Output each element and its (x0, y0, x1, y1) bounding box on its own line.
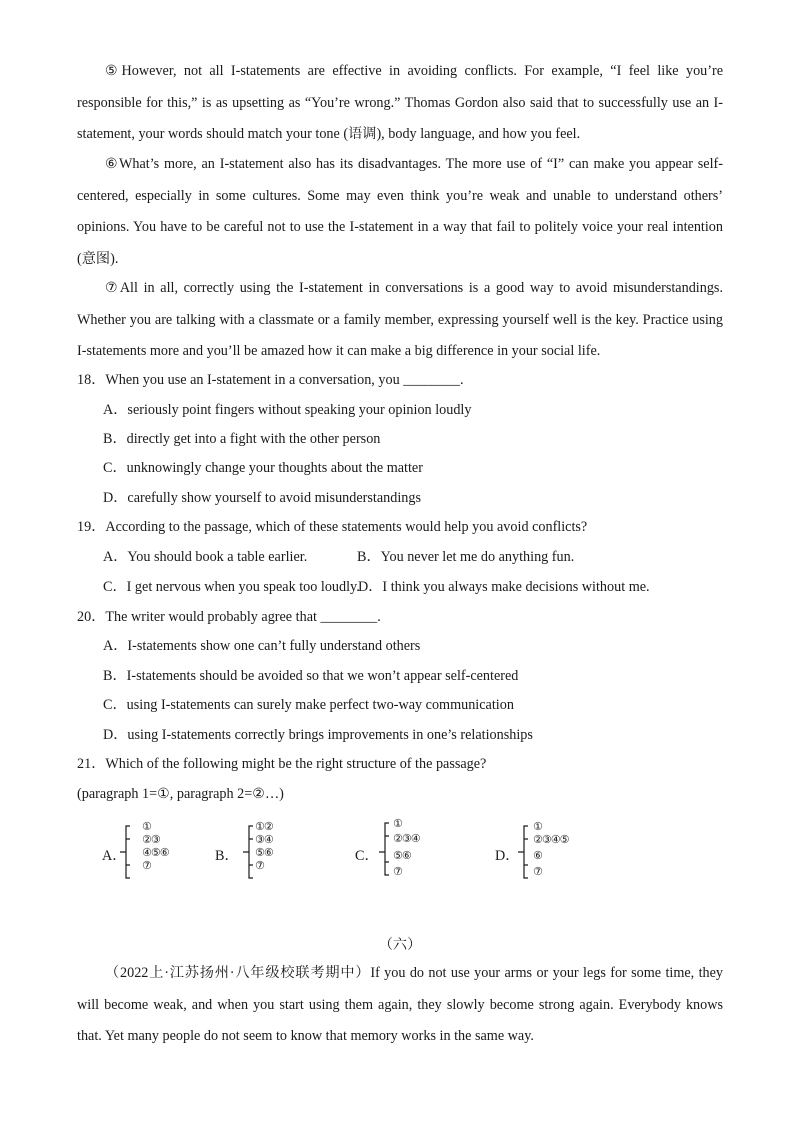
question-18-stem: 18．When you use an I-statement in a conversation, you ________. (77, 372, 464, 388)
question-19-option-b[interactable]: B．You never let me do anything fun. (357, 549, 575, 565)
question-20-option-a[interactable]: A．I-statements show one can’t fully understand others (103, 638, 421, 654)
paragraph-6: ⑥What’s more, an I-statement also has its disadvantages. The more use of “I” can make you appear self-centered, especially in some cultures. Some may even think you’re weak and unable to understand others’ opinions. You have to be careful not to use the I-statement in a way that fail to politely voice your real intention (意图). (77, 156, 723, 267)
question-18-option-d[interactable]: D．carefully show yourself to avoid misunderstandings (103, 490, 421, 506)
structure-d-item-3: ⑥ (533, 849, 542, 862)
question-19-stem: 19．According to the passage, which of these statements would help you avoid conflicts? (77, 519, 588, 535)
paragraph-7: ⑦All in all, correctly using the I-statement in conversations is a good way to avoid misunderstandings. Whether you are talking with a classmate or a family member, expressing yourself well is the key. Practice using I-statements more and you’ll be amazed how it can make a big difference in your social life. (77, 280, 723, 359)
paragraph-5: ⑤However, not all I-statements are effective in avoiding conflicts. For example, “I feel like you’re responsible for this,” is as upsetting as “You’re wrong.” Thomas Gordon also said that to successfully use an I-statement, your words should match your tone (语调), body language, and how you feel. (77, 63, 723, 142)
structure-option-a-letter: A． (102, 848, 127, 864)
section-heading: （六） (378, 937, 422, 953)
question-20-option-d[interactable]: D．using I-statements correctly brings improvements in one’s relationships (103, 727, 533, 743)
structure-a-item-2: ②③ (142, 833, 160, 846)
structure-a-item-4: ⑦ (142, 859, 151, 872)
structure-c-item-4: ⑦ (393, 865, 402, 878)
question-19-option-c[interactable]: C．I get nervous when you speak too loudly. (103, 579, 360, 595)
question-20-option-b[interactable]: B．I-statements should be avoided so that we won’t appear self-centered (103, 668, 519, 684)
question-19-option-a[interactable]: A．You should book a table earlier. (103, 549, 308, 565)
structure-b-item-2: ③④ (255, 833, 273, 846)
structure-option-c-letter: C． (355, 848, 379, 864)
structure-a-item-3: ④⑤⑥ (142, 846, 169, 859)
structure-c-item-2: ②③④ (393, 832, 420, 845)
structure-option-d[interactable] (495, 820, 605, 884)
structure-b-item-1: ①② (255, 820, 273, 833)
structure-c-item-3: ⑤⑥ (393, 849, 411, 862)
structure-option-c[interactable] (355, 817, 455, 881)
question-20-option-c[interactable]: C．using I-statements can surely make perfect two-way communication (103, 697, 514, 713)
structure-a-item-1: ① (142, 820, 151, 833)
structure-option-b[interactable] (215, 820, 315, 884)
structure-c-item-1: ① (393, 817, 402, 830)
question-18-option-a[interactable]: A．seriously point fingers without speaking your opinion loudly (103, 402, 472, 418)
structure-b-item-4: ⑦ (255, 859, 264, 872)
structure-d-item-1: ① (533, 820, 542, 833)
structure-d-item-4: ⑦ (533, 865, 542, 878)
structure-option-b-letter: B． (215, 848, 239, 864)
bracket-icon (495, 820, 555, 884)
question-20-stem: 20．The writer would probably agree that ________. (77, 609, 381, 625)
structure-b-item-3: ⑤⑥ (255, 846, 273, 859)
question-18-option-b[interactable]: B．directly get into a fight with the other person (103, 431, 381, 447)
question-19-option-d[interactable]: D．I think you always make decisions without me. (358, 579, 650, 595)
structure-option-d-letter: D． (495, 848, 520, 864)
section-intro-paragraph: （2022上·江苏扬州·八年级校联考期中）If you do not use your arms or your legs for some time, they will become weak, and when you start using them again, they slowly become strong again. Everybody knows that. Yet many people do not seem to know that memory works in the same way. (77, 965, 723, 1044)
question-18-option-c[interactable]: C．unknowingly change your thoughts about the matter (103, 460, 423, 476)
question-21-stem: 21．Which of the following might be the right structure of the passage? (77, 756, 487, 772)
question-21-note: (paragraph 1=①, paragraph 2=②…) (77, 786, 284, 802)
structure-option-a[interactable] (102, 820, 202, 884)
structure-d-item-2: ②③④⑤ (533, 833, 569, 846)
